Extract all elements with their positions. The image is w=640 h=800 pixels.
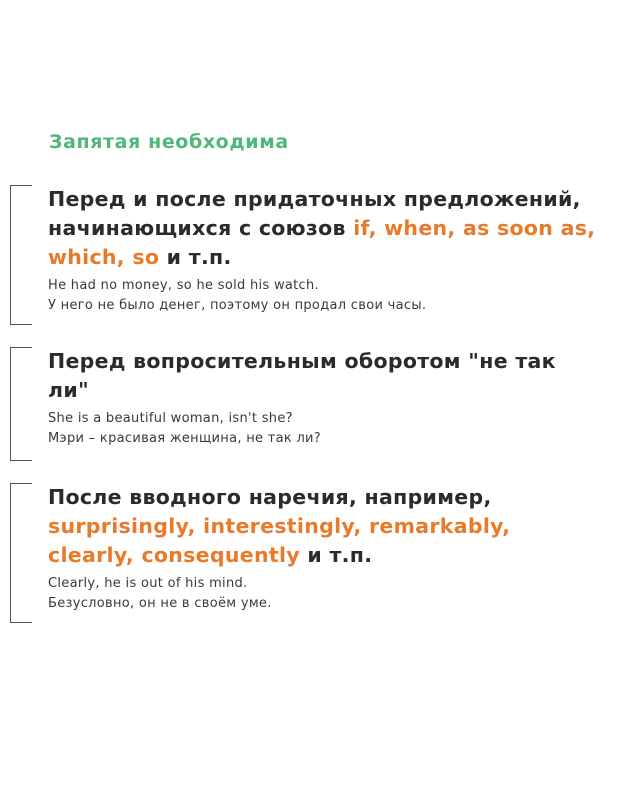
example-english: He had no money, so he sold his watch. <box>48 278 319 293</box>
rule-block <box>40 347 600 461</box>
rule-block <box>40 185 600 325</box>
rule-heading <box>40 347 600 405</box>
heading-highlight: surprisingly, interestingly, remarkably, clearly, consequently <box>48 514 511 567</box>
rule-heading <box>40 483 600 570</box>
bracket-line <box>10 347 32 461</box>
heading-highlight: if, when, as soon as, which, so <box>48 216 596 269</box>
example-russian: Мэри – красивая женщина, не так ли? <box>48 431 322 446</box>
example-english: She is a beautiful woman, isn't she? <box>48 411 293 426</box>
heading-text: и т.п. <box>299 543 373 567</box>
example-russian: У него не было денег, поэтому он продал свои часы. <box>48 298 427 313</box>
heading-text: Перед вопросительным оборотом "не так ли" <box>48 349 556 402</box>
example-english: Clearly, he is out of his mind. <box>48 576 248 591</box>
heading-text: После вводного наречия, например, <box>48 485 492 509</box>
rule-heading <box>40 185 600 272</box>
bracket-line <box>10 483 32 623</box>
page-title: Запятая необходима <box>49 131 289 153</box>
bracket-line <box>10 185 32 325</box>
heading-text: и т.п. <box>159 245 232 269</box>
heading-text: Перед и после придаточных предложений, начинающихся с союзов <box>48 187 581 240</box>
rule-block <box>40 483 600 623</box>
example-russian: Безусловно, он не в своём уме. <box>48 596 272 611</box>
